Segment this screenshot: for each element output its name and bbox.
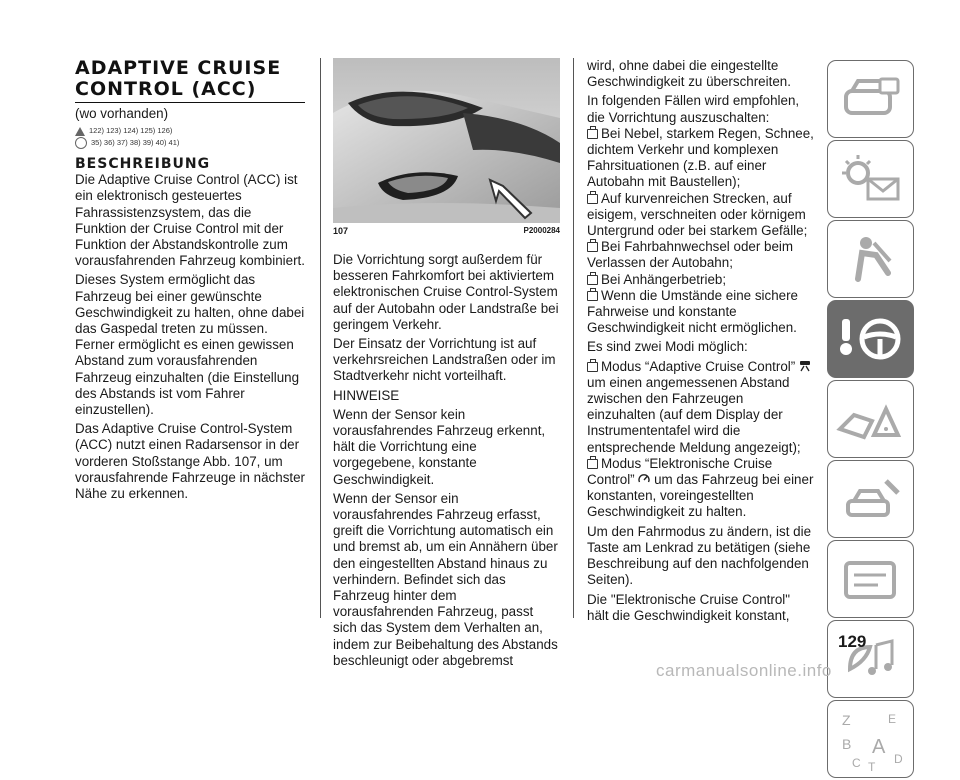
- title-line-1: ADAPTIVE CRUISE: [75, 57, 282, 79]
- page-number: 129: [838, 632, 867, 651]
- safety-icon: [828, 221, 915, 299]
- paragraph: Es sind zwei Modi möglich:: [587, 339, 748, 355]
- bullet-item: Bei Anhängerbetrieb;: [587, 272, 815, 288]
- column-2: [333, 0, 560, 669]
- maintenance-icon: [828, 461, 915, 539]
- column-1: [75, 0, 305, 502]
- mode-item: Modus “Elektronische Cruise Control” um das Fahrzeug bei einer konstanten, voreingestellten Geschwindigkeit zu halten.: [587, 455, 814, 520]
- tab-index[interactable]: [827, 700, 914, 778]
- bullet-icon: [587, 242, 598, 252]
- mode-item: Modus “Adaptive Cruise Control” um einen angemessenen Abstand zwischen den Fahrzeugen einzuhalten (auf dem Display der Instrumententafel wird die entsprechende Meldung angezeigt);: [587, 359, 815, 456]
- paragraph: Der Einsatz der Vorrichtung ist auf verkehrsreichen Landstraßen oder im Stadtverkehr nicht vorteilhaft.: [333, 336, 556, 384]
- paragraph: Das Adaptive Cruise Control-System (ACC) nutzt einen Radarsensor in der vorderen Stoßstange Abb. 107, um vorausfahrende Fahrzeuge in nächster Nähe zu erkennen.: [75, 421, 306, 502]
- index-letter: B: [842, 736, 852, 752]
- index-icon: [828, 701, 915, 779]
- index-letter: Z: [842, 712, 851, 728]
- column-divider: [320, 58, 321, 618]
- caution-refs-row: [75, 137, 305, 149]
- watermark: carmanualsonline.info: [656, 661, 832, 680]
- bullet-icon: [587, 129, 598, 139]
- availability-note: (wo vorhanden): [75, 106, 169, 121]
- bullet-icon: [587, 194, 598, 204]
- tab-emergency[interactable]: [827, 380, 914, 458]
- figure-number: 107: [333, 226, 349, 236]
- caution-refs: 35) 36) 37) 38) 39) 40) 41): [91, 138, 180, 148]
- tab-starting-and-driving[interactable]: [827, 300, 914, 378]
- bullet-item: Wenn die Umstände eine sichere Fahrweise und konstante Geschwindigkeit nicht ermöglichen.: [587, 287, 799, 336]
- paragraph: wird, ohne dabei die eingestellte Geschwindigkeit zu überschreiten.: [587, 58, 791, 90]
- steering-wheel-key-icon: [828, 301, 915, 379]
- car-front-illustration: [333, 58, 560, 223]
- warning-lights-icon: [828, 141, 915, 219]
- technical-data-icon: [828, 541, 915, 619]
- figure-caption: [333, 226, 560, 236]
- cruise-control-icon: [638, 473, 650, 485]
- bullet-item: Bei Nebel, starkem Regen, Schnee, dichtem Verkehr und komplexen Fahrsituationen (z.B. auf einer Autobahn mit Baustellen);: [587, 125, 814, 190]
- column-divider: [573, 58, 574, 618]
- caution-icon: [75, 137, 87, 149]
- index-letter: E: [888, 712, 897, 726]
- chapter-sidebar: [827, 60, 914, 780]
- paragraph: In folgenden Fällen wird empfohlen, die Vorrichtung auszuschalten:: [587, 93, 800, 125]
- tab-technical-data[interactable]: [827, 540, 914, 618]
- paragraph: Die Adaptive Cruise Control (ACC) ist ein elektronisch gesteuertes Fahrassistenzsystem, das die Funktion der Cruise Control mit der Funktion der Abstandskontrolle zum vorausfahrenden Fahrzeug kombiniert.: [75, 172, 306, 269]
- tab-car-info[interactable]: [827, 60, 914, 138]
- paragraph: Wenn der Sensor kein vorausfahrendes Fahrzeug erkennt, hält die Vorrichtung eine vorgegebene, konstante Geschwindigkeit.: [333, 406, 546, 487]
- accident-icon: [828, 381, 915, 459]
- bullet-icon: [587, 459, 598, 469]
- warning-refs: 122) 123) 124) 125) 126): [89, 126, 173, 136]
- warning-triangle-icon: [75, 127, 85, 136]
- figure-bumper-radar: [333, 58, 560, 223]
- tab-warning-lights[interactable]: [827, 140, 914, 218]
- title-line-2: CONTROL (ACC): [75, 78, 257, 100]
- index-letter: A: [872, 736, 886, 758]
- tab-safety[interactable]: [827, 220, 914, 298]
- car-info-icon: [828, 61, 915, 139]
- column-3: [587, 58, 815, 624]
- index-letter: C: [852, 756, 861, 770]
- adaptive-cruise-icon: [799, 360, 811, 372]
- index-letter: D: [894, 752, 903, 766]
- paragraph: Um den Fahrmodus zu ändern, ist die Taste am Lenkrad zu betätigen (siehe Beschreibung auf den nachfolgenden Seiten).: [587, 523, 812, 588]
- page-title: [75, 58, 305, 100]
- tab-maintenance[interactable]: [827, 460, 914, 538]
- notes-heading: HINWEISE: [333, 387, 400, 403]
- bullet-item: Bei Fahrbahnwechsel oder beim Verlassen der Autobahn;: [587, 239, 794, 271]
- warning-refs-row: [75, 125, 305, 137]
- index-letter: T: [868, 760, 876, 774]
- paragraph: Die Vorrichtung sorgt außerdem für besseren Fahrkomfort bei aktiviertem elektronischen Cruise Control-System auf der Autobahn oder Landstraße bei geringem Verkehr.: [333, 252, 559, 332]
- bullet-item: Auf kurvenreichen Strecken, auf eisigem, verschneiten oder körnigem Untergrund oder bei starkem Gefälle;: [587, 190, 808, 239]
- paragraph: Wenn der Sensor ein vorausfahrendes Fahrzeug erfasst, greift die Vorrichtung automatisch ein und bremst ab, um ein Annähern über den eingestellten Abstand hinaus zu verhindern. Befindet sich das Fahrzeug hinter dem vorausfahrenden Fahrzeug, passt sich das System dem Verhalten an, indem zur Beibehaltung des Abstands beschleunigt oder abgebremst: [333, 490, 558, 668]
- paragraph: Dieses System ermöglicht das Fahrzeug bei einer gewünschte Geschwindigkeit zu halten, ohne dabei das Gaspedal treten zu müssen. Ferner ermöglicht es einen gewissen Abstand zum vorausfahrenden Fahrzeug einzuhalten (die Einstellung des Abstands ist vom Fahrer einzustellen).: [75, 272, 305, 418]
- bullet-icon: [587, 275, 598, 285]
- paragraph: Die "Elektronische Cruise Control" hält die Geschwindigkeit konstant,: [587, 591, 791, 623]
- figure-code: P2000284: [523, 226, 560, 235]
- bullet-icon: [587, 291, 598, 301]
- section-heading: BESCHREIBUNG: [75, 156, 211, 173]
- bullet-icon: [587, 362, 598, 372]
- title-underline: [75, 102, 305, 103]
